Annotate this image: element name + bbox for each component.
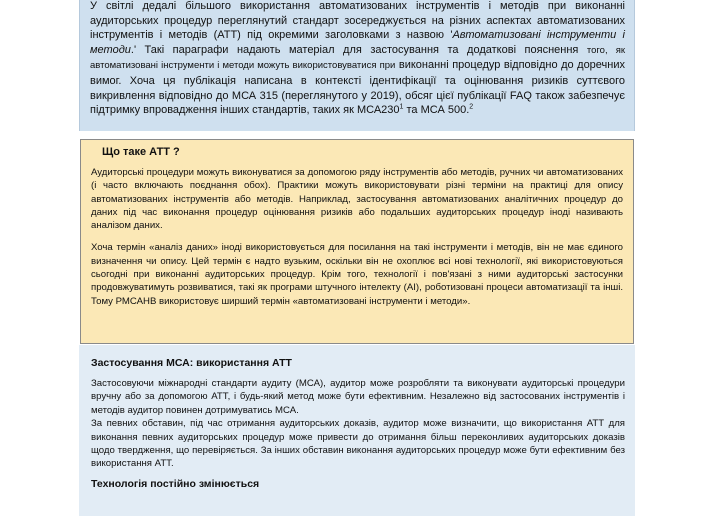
footnote-ref: 1 — [399, 103, 404, 111]
isa-att-paragraph-2: За певних обставин, під час отримання аудиторських доказів, аудитор може визначити, що використання АТТ для виконання певних аудиторських процедур може привести до отримання більш переконливих аудиторських доказів щодо твердження, що перевіряється. За інших обставин виконання аудиторських процедур може бути ефективним без використання АТТ. — [91, 418, 625, 470]
what-is-att-heading: Що таке АТТ ? — [102, 146, 180, 158]
footnote-ref: 2 — [469, 103, 474, 111]
intro-box — [79, 0, 635, 131]
intro-text-part: .' Такі параграфи надають матеріал для застосування та додаткові пояснення — [130, 43, 587, 56]
what-is-att-paragraph-1: Аудиторські процедури можуть виконуватися за допомогою ряду інструментів або методів, ручних чи автоматизованих (і часто включають поєднання обох). Практики можуть використовувати різні терміни на практиці для опису автоматизованих інструментів або методів. Наприклад, застосування автоматизованих аналітичних процедур до даних під час виконання процедур оцінювання ризиків або подальших аудиторських процедур іноді називають аналізом даних. — [91, 167, 623, 232]
isa-section — [79, 345, 635, 516]
isa-att-heading: Застосування МСА: використання АТТ — [91, 357, 292, 369]
what-is-att-box — [80, 139, 634, 344]
intro-text-part: виконанні процедур відповідно до доречних вимог. Хоча ця публікація написана в контексті ідентифікації та оцінювання ризиків суттєвого викривлення відповідно до МСА 315 (переглянутого у 2019), обсяг цієї публікації FAQ також забезпечує підтримку впровадження інших стандартів, таких як МСА230 — [90, 59, 626, 117]
intro-text-small: того, як автоматизовані інструменти і методи можуть використовуватися при — [90, 44, 625, 72]
technology-changing-heading: Технологія постійно змінюється — [91, 477, 260, 490]
intro-text-part: та МСА 500. — [403, 104, 470, 117]
intro-text-part: У світлі дедалі більшого використання автоматизованих інструментів і методів при виконанні аудиторських процедур переглянутий стандарт зосереджується на різних аспектах автоматизованих інструментів і методів (АТТ) під окремими заголовками з назвою ' — [90, 0, 625, 42]
isa-att-paragraph-1: Застосовуючи міжнародні стандарти аудиту (МСА), аудитор може розробляти та виконувати аудиторські процедури вручну або за допомогою АТТ, і будь-який метод може бути ефективним. Незалежно від застосованих інструментів і методів аудитор повинен дотримуватись МСА. — [91, 378, 625, 416]
what-is-att-paragraph-2: Хоча термін «аналіз даних» іноді використовується для посилання на такі інструменти і методів, він не має єдиного визначення чи опису. Цей термін є надто вузьким, оскільки він не охоплює всі нові технології, які використовуються сьогодні при виконанні аудиторських процедур. Крім того, технології і пов'язані з ними аудиторські застосунки продовжуватимуть розвиватися, такі як програми штучного інтелекту (AI), роботизовані процеси автоматизації та інші. Тому РМСАНВ використовує ширший термін «автоматизовані інструменти і методи». — [91, 242, 623, 307]
intro-paragraph — [90, 0, 625, 118]
intro-italic-title: Автоматизовані інструменти і методи — [90, 29, 625, 56]
